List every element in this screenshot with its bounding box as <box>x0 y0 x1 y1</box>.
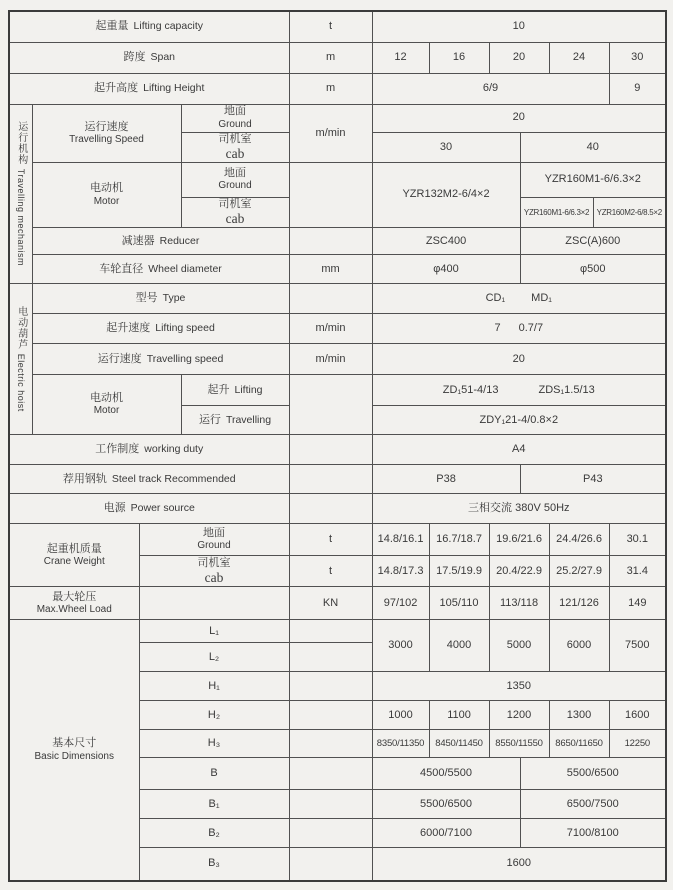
row-working-duty <box>9 435 666 465</box>
label-en: Lifting speed <box>155 322 215 335</box>
hoist-motor-lifting-value <box>372 375 666 406</box>
dim-h3-value: 8350/11350 <box>372 730 429 758</box>
crane-weight-ground-sublabel <box>139 524 289 556</box>
sublabel-zh: 司机室 <box>218 132 252 145</box>
section-electric-hoist <box>9 284 32 435</box>
label-zh: 型号 <box>135 292 158 305</box>
row-hoist-lifting-speed <box>9 314 666 344</box>
sublabel-en: cab <box>204 569 224 585</box>
dim-b-right-value: 5500/6500 <box>520 758 666 790</box>
lifting-height-last-value: 9 <box>609 73 666 104</box>
dim-h3-value: 8550/11550 <box>489 730 549 758</box>
max-wheel-load-value: 105/110 <box>429 587 489 620</box>
sublabel-en: Lifting <box>234 383 263 396</box>
dim-h1-sublabel: H₁ <box>139 672 289 701</box>
reducer-label <box>32 228 289 255</box>
hoist-travelling-speed-label <box>32 344 289 375</box>
reducer-unit <box>289 228 372 255</box>
label-en: Motor <box>93 195 120 207</box>
dim-b-unit <box>289 758 372 790</box>
hoist-motor-travelling-value: ZDY₁21-4/0.8×2 <box>372 406 666 435</box>
span-value: 30 <box>609 42 666 73</box>
row-hoist-travelling-speed <box>9 344 666 375</box>
max-wheel-load-value: 149 <box>609 587 666 620</box>
steel-track-unit <box>289 465 372 494</box>
section-vertical-label <box>15 306 27 412</box>
row-wheel-diameter <box>9 255 666 284</box>
sublabel-zh: 运行 <box>198 413 221 426</box>
section-en: Travelling mechanism <box>15 169 26 267</box>
section-travelling-mechanism <box>9 104 32 284</box>
dim-h3-value: 8650/11650 <box>549 730 609 758</box>
power-source-label <box>9 494 289 524</box>
label-en: Travelling speed <box>146 352 224 365</box>
motor-b: ZDS₁1.5/13 <box>538 383 595 396</box>
max-wheel-load-label <box>9 587 139 620</box>
travel-speed-label <box>32 104 181 162</box>
row-lifting-capacity <box>9 11 666 42</box>
dim-b1-left-value: 5500/6500 <box>372 790 520 819</box>
label-en: Basic Dimensions <box>34 750 114 762</box>
max-wheel-load-value: 113/118 <box>489 587 549 620</box>
label-zh: 电动机 <box>90 182 123 195</box>
label-en: Type <box>162 292 186 305</box>
sublabel-en: Ground <box>218 118 252 130</box>
label-en: Travelling Speed <box>69 133 144 145</box>
travel-speed-cab-left-value: 30 <box>372 132 520 162</box>
hoist-lifting-speed-label <box>32 314 289 344</box>
row-dim-l1 <box>9 620 666 643</box>
steel-track-label <box>9 465 289 494</box>
hoist-lifting-speed-value <box>372 314 666 344</box>
row-hoist-type <box>9 284 666 314</box>
span-value: 16 <box>429 42 489 73</box>
crane-weight-value: 19.6/21.6 <box>489 524 549 556</box>
sublabel-zh: 地面 <box>203 527 226 540</box>
crane-weight-ground-unit: t <box>289 524 372 556</box>
hoist-type-b: MD₁ <box>531 292 552 305</box>
dim-h1-value: 1350 <box>372 672 666 701</box>
label-zh: 运行速度 <box>97 352 142 365</box>
crane-weight-value: 16.7/18.7 <box>429 524 489 556</box>
lifting-height-unit: m <box>289 73 372 104</box>
max-wheel-load-sublabel-empty <box>139 587 289 620</box>
row-max-wheel-load <box>9 587 666 620</box>
hoist-motor-lifting-sublabel <box>181 375 289 406</box>
hoist-travelling-speed-value: 20 <box>372 344 666 375</box>
sublabel-zh: 司机室 <box>218 197 252 210</box>
label-en: Motor <box>93 405 120 417</box>
dim-b3-unit <box>289 848 372 881</box>
mech-motor-label <box>32 162 181 227</box>
label-zh: 最大轮压 <box>52 590 97 603</box>
travel-speed-cab-right-value: 40 <box>520 132 666 162</box>
mech-motor-right-bottom-left-value: YZR160M1-6/6.3×2 <box>520 197 593 227</box>
reducer-right-value: ZSC(A)600 <box>520 228 666 255</box>
label-zh: 起升速度 <box>106 322 151 335</box>
crane-weight-cab-sublabel <box>139 556 289 587</box>
sublabel-zh: 司机室 <box>197 556 231 569</box>
dim-l2-sublabel: L₂ <box>139 643 289 672</box>
hoist-type-value <box>372 284 666 314</box>
dim-h3-value: 8450/11450 <box>429 730 489 758</box>
dim-b-left-value: 4500/5500 <box>372 758 520 790</box>
dim-b3-sublabel: B₃ <box>139 848 289 881</box>
hoist-lifting-speed-unit: m/min <box>289 314 372 344</box>
speed-a: 7 <box>494 322 501 335</box>
sublabel-en: cab <box>225 211 245 227</box>
label-zh: 电动机 <box>90 392 123 405</box>
dim-h2-unit <box>289 701 372 730</box>
hoist-type-a: CD₁ <box>485 292 506 305</box>
dim-h2-value: 1200 <box>489 701 549 730</box>
working-duty-label <box>9 435 289 465</box>
wheel-diameter-label <box>32 255 289 284</box>
hoist-type-unit <box>289 284 372 314</box>
sublabel-en: cab <box>225 145 245 161</box>
sublabel-en: Ground <box>197 540 231 552</box>
crane-weight-value: 20.4/22.9 <box>489 556 549 587</box>
label-zh: 基本尺寸 <box>52 737 97 750</box>
sublabel-zh: 地面 <box>224 167 247 180</box>
mech-motor-cab-sublabel <box>181 197 289 227</box>
label-en: Power source <box>130 502 195 515</box>
dim-b-sublabel: B <box>139 758 289 790</box>
hoist-motor-unit <box>289 375 372 435</box>
label-en: Max.Wheel Load <box>36 603 112 615</box>
label-zh: 运行速度 <box>84 120 129 133</box>
steel-track-left-value: P38 <box>372 465 520 494</box>
span-value: 12 <box>372 42 429 73</box>
dim-b1-unit <box>289 790 372 819</box>
dim-b2-left-value: 6000/7100 <box>372 819 520 848</box>
label-zh: 减速器 <box>121 234 155 247</box>
crane-weight-cab-unit: t <box>289 556 372 587</box>
dim-h2-value: 1100 <box>429 701 489 730</box>
label-zh: 起升高度 <box>94 81 139 94</box>
dim-l-value: 3000 <box>372 620 429 672</box>
dim-b3-value: 1600 <box>372 848 666 881</box>
label-en: Reducer <box>159 234 200 247</box>
power-source-value: 三相交流 380V 50Hz <box>372 494 666 524</box>
dim-l1-unit <box>289 620 372 643</box>
lifting-height-label <box>9 73 289 104</box>
travel-speed-ground-value: 20 <box>372 104 666 132</box>
dim-b2-unit <box>289 819 372 848</box>
dim-h2-sublabel: H₂ <box>139 701 289 730</box>
label-zh: 荐用钢轨 <box>62 472 107 485</box>
dim-h3-sublabel: H₃ <box>139 730 289 758</box>
dim-h2-value: 1300 <box>549 701 609 730</box>
row-lifting-height <box>9 73 666 104</box>
label-zh: 起重机质量 <box>46 542 102 555</box>
max-wheel-load-value: 97/102 <box>372 587 429 620</box>
label-en: Span <box>150 50 176 63</box>
dim-l2-unit <box>289 643 372 672</box>
sublabel-zh: 地面 <box>224 105 247 118</box>
span-value: 24 <box>549 42 609 73</box>
wheel-diameter-left-value: φ400 <box>372 255 520 284</box>
hoist-motor-travelling-sublabel <box>181 406 289 435</box>
dim-b2-sublabel: B₂ <box>139 819 289 848</box>
working-duty-unit <box>289 435 372 465</box>
span-value: 20 <box>489 42 549 73</box>
reducer-left-value: ZSC400 <box>372 228 520 255</box>
motor-a: ZD₁51-4/13 <box>442 383 499 396</box>
dim-l-value: 7500 <box>609 620 666 672</box>
dim-l-value: 4000 <box>429 620 489 672</box>
dim-h3-value: 12250 <box>609 730 666 758</box>
sublabel-en: Travelling <box>225 413 272 426</box>
hoist-motor-label <box>32 375 181 435</box>
mech-motor-ground-sublabel <box>181 162 289 197</box>
row-reducer <box>9 228 666 255</box>
row-mech-motor-ground <box>9 162 666 197</box>
lifting-capacity-label <box>9 11 289 42</box>
label-en: Steel track Recommended <box>111 472 236 485</box>
crane-weight-value: 30.1 <box>609 524 666 556</box>
crane-weight-value: 14.8/16.1 <box>372 524 429 556</box>
span-label <box>9 42 289 73</box>
hoist-travelling-speed-unit: m/min <box>289 344 372 375</box>
working-duty-value: A4 <box>372 435 666 465</box>
span-unit: m <box>289 42 372 73</box>
crane-weight-value: 17.5/19.9 <box>429 556 489 587</box>
crane-weight-value: 24.4/26.6 <box>549 524 609 556</box>
hoist-type-label <box>32 284 289 314</box>
lifting-capacity-value: 10 <box>372 11 666 42</box>
mech-motor-right-top-value: YZR160M1-6/6.3×2 <box>520 162 666 197</box>
label-zh: 工作制度 <box>95 443 140 456</box>
lifting-height-main-value: 6/9 <box>372 73 609 104</box>
speed-b: 0.7/7 <box>518 322 544 335</box>
label-zh: 起重量 <box>95 20 129 33</box>
wheel-diameter-right-value: φ500 <box>520 255 666 284</box>
section-en: Electric hoist <box>15 354 26 413</box>
mech-motor-right-bottom-right-value: YZR160M2-6/8.5×2 <box>593 197 666 227</box>
label-en: Lifting capacity <box>133 20 203 33</box>
label-zh: 跨度 <box>123 50 146 63</box>
basic-dimensions-label <box>9 620 139 881</box>
power-source-unit <box>289 494 372 524</box>
mech-motor-unit <box>289 162 372 227</box>
crane-spec-table <box>8 10 667 882</box>
travel-speed-ground-sublabel <box>181 104 289 132</box>
sublabel-en: Ground <box>218 180 252 192</box>
dim-b2-right-value: 7100/8100 <box>520 819 666 848</box>
dim-h3-unit <box>289 730 372 758</box>
dim-h2-value: 1000 <box>372 701 429 730</box>
crane-weight-value: 25.2/27.9 <box>549 556 609 587</box>
dim-l1-sublabel: L₁ <box>139 620 289 643</box>
travel-speed-unit: m/min <box>289 104 372 162</box>
section-vertical-label <box>15 121 27 266</box>
crane-weight-label <box>9 524 139 587</box>
mech-motor-left-value: YZR132M2-6/4×2 <box>372 162 520 227</box>
row-span <box>9 42 666 73</box>
section-zh: 运行机构 <box>15 121 27 166</box>
travel-speed-cab-sublabel <box>181 132 289 162</box>
label-en: Crane Weight <box>43 555 105 567</box>
label-en: Wheel diameter <box>148 262 222 275</box>
steel-track-right-value: P43 <box>520 465 666 494</box>
dim-b1-sublabel: B₁ <box>139 790 289 819</box>
row-travel-speed-ground <box>9 104 666 132</box>
dim-h2-value: 1600 <box>609 701 666 730</box>
dim-l-value: 5000 <box>489 620 549 672</box>
row-crane-weight-ground <box>9 524 666 556</box>
sublabel-zh: 起升 <box>207 383 230 396</box>
dim-b1-right-value: 6500/7500 <box>520 790 666 819</box>
max-wheel-load-value: 121/126 <box>549 587 609 620</box>
max-wheel-load-unit: KN <box>289 587 372 620</box>
row-steel-track <box>9 465 666 494</box>
row-hoist-motor-lifting <box>9 375 666 406</box>
label-en: Lifting Height <box>143 81 205 94</box>
section-zh: 电动葫芦 <box>15 306 27 351</box>
dim-l-value: 6000 <box>549 620 609 672</box>
dim-h1-unit <box>289 672 372 701</box>
lifting-capacity-unit: t <box>289 11 372 42</box>
row-power-source <box>9 494 666 524</box>
label-zh: 电源 <box>103 502 126 515</box>
label-en: working duty <box>144 443 204 456</box>
label-zh: 车轮直径 <box>99 262 144 275</box>
crane-weight-value: 31.4 <box>609 556 666 587</box>
crane-weight-value: 14.8/17.3 <box>372 556 429 587</box>
wheel-diameter-unit: mm <box>289 255 372 284</box>
